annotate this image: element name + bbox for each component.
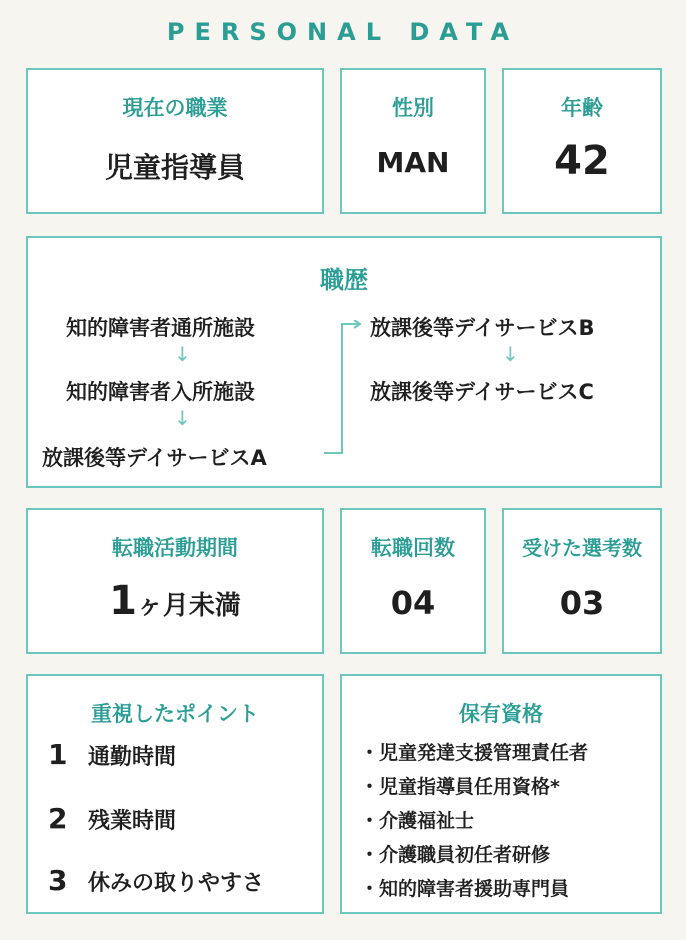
qualifications-card xyxy=(340,674,662,914)
career-item: 知的障害者入所施設 xyxy=(66,380,255,404)
qualification-item: ・知的障害者援助専門員 xyxy=(360,878,570,900)
key-point-text: 残業時間 xyxy=(88,809,177,834)
interviews-card xyxy=(502,508,662,654)
current-job-value: 児童指導員 xyxy=(104,151,245,184)
career-item: 放課後等デイサービスB xyxy=(370,316,595,340)
current-job-card xyxy=(26,68,324,214)
job-hunt-period-label: 転職活動期間 xyxy=(112,536,238,560)
interviews-value: 03 xyxy=(559,584,605,622)
key-point-text: 休みの取りやすさ xyxy=(88,871,265,896)
qualification-item: ・児童発達支援管理責任者 xyxy=(360,742,589,764)
age-label: 年齢 xyxy=(561,96,603,120)
job-change-count-label: 転職回数 xyxy=(371,536,455,560)
arrow-down-icon: ↓ xyxy=(174,342,191,366)
key-point-number: 3 xyxy=(48,864,68,897)
key-points-card xyxy=(26,674,324,914)
job-hunt-period-card xyxy=(26,508,324,654)
job-hunt-period-number: 1 xyxy=(109,578,137,624)
key-point-item xyxy=(48,802,176,835)
qualification-item: ・介護福祉士 xyxy=(360,810,475,832)
gender-value: MAN xyxy=(376,146,450,179)
gender-card xyxy=(340,68,486,214)
job-hunt-period-unit: ヶ月未満 xyxy=(136,591,241,621)
qualification-item: ・児童指導員任用資格* xyxy=(360,776,560,798)
key-point-text: 通勤時間 xyxy=(88,745,177,770)
career-item: 知的障害者通所施設 xyxy=(66,316,255,340)
arrow-down-icon: ↓ xyxy=(174,406,191,430)
current-job-label: 現在の職業 xyxy=(122,96,228,120)
age-value: 42 xyxy=(554,138,610,184)
career-label: 職歴 xyxy=(320,266,368,294)
career-item: 放課後等デイサービスC xyxy=(370,380,594,404)
arrow-down-icon: ↓ xyxy=(502,342,519,366)
key-point-item xyxy=(48,864,264,897)
connector-line-icon xyxy=(320,320,370,460)
gender-label: 性別 xyxy=(392,96,434,120)
qualification-item: ・介護職員初任者研修 xyxy=(360,844,551,866)
key-point-number: 2 xyxy=(48,802,68,835)
job-change-count-value: 04 xyxy=(390,584,436,622)
job-change-count-card xyxy=(340,508,486,654)
career-item: 放課後等デイサービスA xyxy=(42,446,267,470)
key-point-item xyxy=(48,738,176,771)
qualifications-label: 保有資格 xyxy=(459,702,543,726)
key-point-number: 1 xyxy=(48,738,68,771)
job-hunt-period-value xyxy=(28,578,322,624)
age-card xyxy=(502,68,662,214)
key-points-label: 重視したポイント xyxy=(91,702,259,726)
interviews-label: 受けた選考数 xyxy=(522,536,642,560)
career-card xyxy=(26,236,662,488)
page-title: PERSONAL DATA xyxy=(166,18,520,46)
